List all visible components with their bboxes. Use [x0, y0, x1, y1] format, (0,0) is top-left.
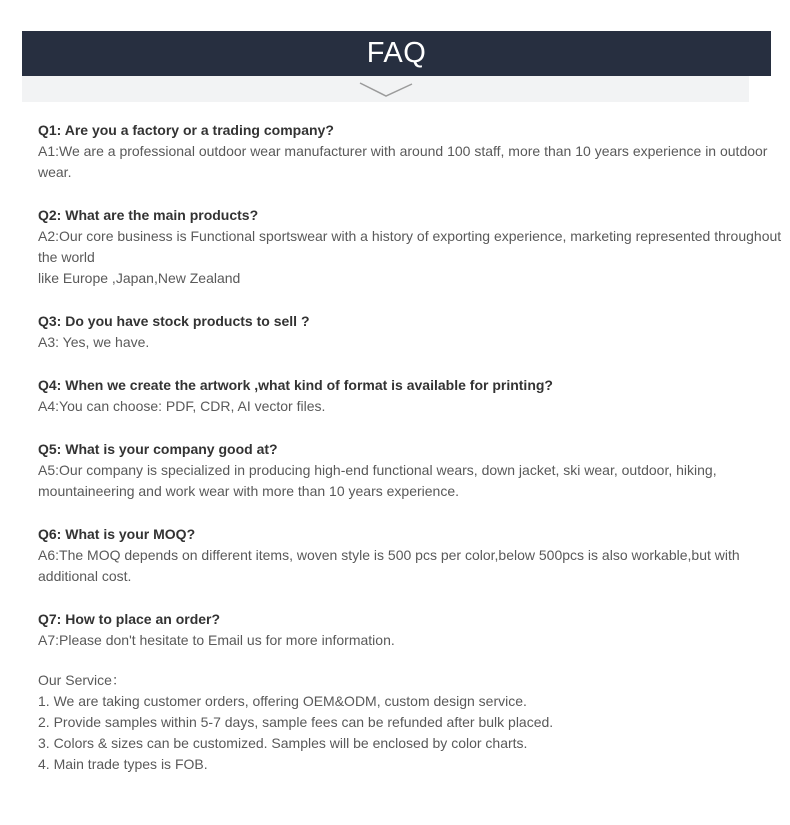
question-text: Q1: Are you a factory or a trading company?	[38, 122, 334, 138]
chevron-down-icon	[358, 81, 414, 98]
service-item: 4. Main trade types is FOB.	[38, 756, 208, 772]
service-item: 1. We are taking customer orders, offering OEM&ODM, custom design service.	[38, 693, 527, 709]
service-item: 3. Colors & sizes can be customized. Samples will be enclosed by color charts.	[38, 735, 528, 751]
answer-line: A3: Yes, we have.	[38, 334, 150, 350]
faq-title: FAQ	[366, 37, 427, 69]
faq-item	[38, 311, 770, 353]
question-text: Q2: What are the main products?	[38, 207, 259, 223]
faq-item	[38, 375, 770, 417]
answer-line: A5:Our company is specialized in producing high-end functional wears, down jacket, ski wear, outdoor, hiking,	[38, 462, 717, 478]
question-text: Q4: When we create the artwork ,what kind of format is available for printing?	[38, 377, 553, 393]
answer-line: A6:The MOQ depends on different items, woven style is 500 pcs per color,below 500pcs is also workable,but with	[38, 547, 740, 563]
service-item: 2. Provide samples within 5-7 days, sample fees can be refunded after bulk placed.	[38, 714, 554, 730]
answer-line: the world	[38, 249, 95, 265]
question-text: Q6: What is your MOQ?	[38, 526, 196, 542]
faq-header	[22, 31, 771, 76]
service-section	[38, 670, 770, 775]
answer-line: A7:Please don't hesitate to Email us for more information.	[38, 632, 395, 648]
faq-item	[38, 439, 770, 502]
faq-page	[0, 31, 790, 775]
answer-line: A1:We are a professional outdoor wear manufacturer with around 100 staff, more than 10 years experience in outdoor	[38, 143, 768, 159]
answer-line: A4:You can choose: PDF, CDR, AI vector files.	[38, 398, 326, 414]
faq-item	[38, 205, 782, 289]
question-text: Q5: What is your company good at?	[38, 441, 278, 457]
faq-content	[0, 102, 790, 775]
answer-line: wear.	[38, 164, 72, 180]
question-text: Q3: Do you have stock products to sell ?	[38, 313, 310, 329]
chevron-strip	[22, 76, 749, 102]
question-text: Q7: How to place an order?	[38, 611, 221, 627]
faq-item	[38, 120, 770, 183]
service-title: Our Service：	[38, 672, 126, 688]
answer-line: additional cost.	[38, 568, 132, 584]
faq-item	[38, 524, 770, 587]
faq-item	[38, 609, 770, 651]
answer-line: A2:Our core business is Functional sportswear with a history of exporting experience, marketing represented throughout	[38, 228, 782, 244]
answer-line: mountaineering and work wear with more than 10 years experience.	[38, 483, 460, 499]
answer-line: like Europe ,Japan,New Zealand	[38, 270, 241, 286]
